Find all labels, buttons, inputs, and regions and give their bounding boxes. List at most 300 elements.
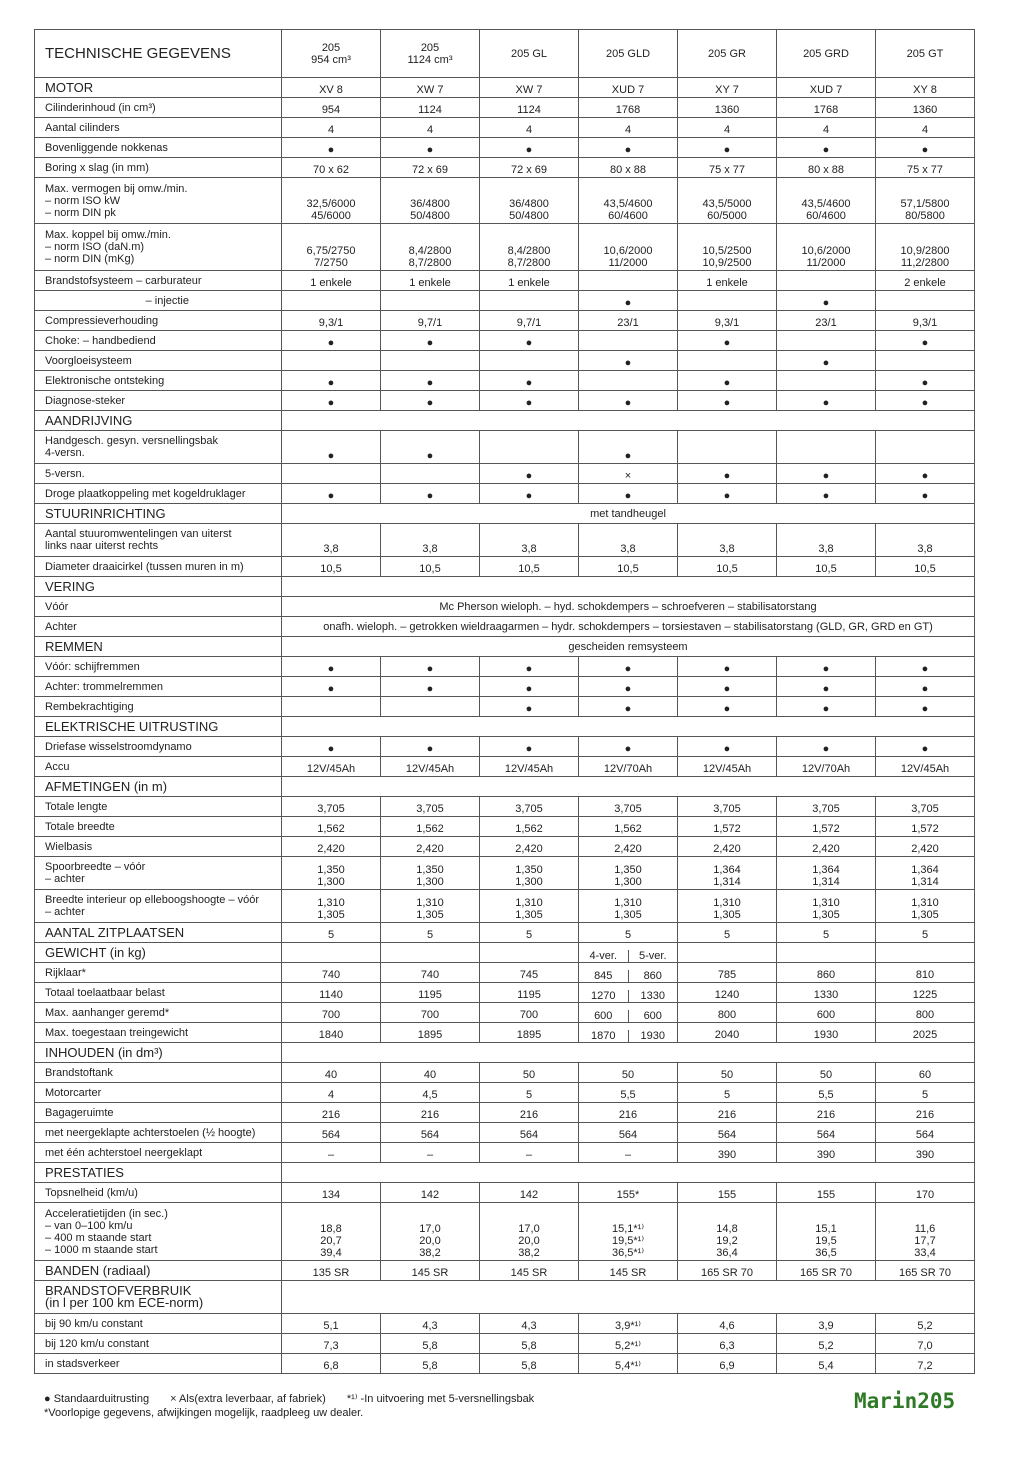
cell-value: 145 SR: [381, 1261, 480, 1281]
cell-value: 5,1: [282, 1314, 381, 1334]
row-label: Achter: trommelremmen: [35, 677, 282, 697]
cell-value: 50: [777, 1063, 876, 1083]
cell-value: 2,420: [876, 837, 975, 857]
cell-value: 600: [628, 1010, 678, 1022]
cell-value: 43,5/4600 60/4600: [777, 178, 876, 224]
cell-value: [381, 697, 480, 717]
standard-dot: ●: [678, 331, 777, 351]
cell-value: 23/1: [777, 311, 876, 331]
cell-value: 170: [876, 1183, 975, 1203]
cell-value: 845: [594, 970, 613, 982]
cell-value: 564: [480, 1123, 579, 1143]
cell-value: 1,364 1,314: [678, 857, 777, 890]
cell-value: 390: [678, 1143, 777, 1163]
row-label: Bagageruimte: [35, 1103, 282, 1123]
cell-value: 7,0: [876, 1334, 975, 1354]
section-row: [35, 923, 975, 943]
standard-dot: ●: [282, 371, 381, 391]
cell-value: 564: [579, 1123, 678, 1143]
standard-dot: ●: [579, 697, 678, 717]
cell-value: 1,310 1,305: [876, 890, 975, 923]
cell-value: 1,310 1,305: [678, 890, 777, 923]
model-header: 205 GT: [876, 30, 975, 78]
standard-dot: ●: [480, 657, 579, 677]
cell-value: 18,8 20,7 39,4: [282, 1203, 381, 1261]
standard-dot: ●: [678, 697, 777, 717]
cell-split: [579, 1023, 678, 1043]
cell-value: [876, 431, 975, 464]
row-label: Max. vermogen bij omw./min. – norm ISO kW – norm DIN pk: [35, 178, 282, 224]
cell-value: 12V/45Ah: [480, 757, 579, 777]
row-label: 5-versn.: [35, 464, 282, 484]
cell-value: 1 enkele: [282, 271, 381, 291]
row-label: Acceleratietijden (in sec.) – van 0–100 km/u – 400 m staande start – 1000 m staande start: [35, 1203, 282, 1261]
cell-value: 43,5/5000 60/5000: [678, 178, 777, 224]
cell-value: 1,350 1,300: [282, 857, 381, 890]
row-label: Cilinderinhoud (in cm³): [35, 98, 282, 118]
cell-value: 14,8 19,2 36,4: [678, 1203, 777, 1261]
table-row: [35, 557, 975, 577]
standard-dot: ●: [282, 737, 381, 757]
row-label: – injectie: [35, 291, 282, 311]
cell-value: [678, 431, 777, 464]
cell-value: 3,8: [282, 524, 381, 557]
cell-value: 72 x 69: [480, 158, 579, 178]
table-row: [35, 1143, 975, 1163]
watermark: Marin205: [854, 1389, 956, 1413]
cell-value: 142: [480, 1183, 579, 1203]
cell-value: 5: [678, 923, 777, 943]
cell-value: [579, 331, 678, 351]
standard-dot: ●: [579, 391, 678, 411]
cell-value: 5,2*¹⁾: [579, 1334, 678, 1354]
cell-value: 6,75/2750 7/2750: [282, 224, 381, 271]
cell-value: 12V/45Ah: [678, 757, 777, 777]
cell-value: 860: [628, 970, 678, 982]
cell-value: 2,420: [282, 837, 381, 857]
table-row: [35, 890, 975, 923]
section-row: [35, 637, 975, 657]
cell-value: 1195: [381, 983, 480, 1003]
table-row: [35, 817, 975, 837]
cell-value: 800: [876, 1003, 975, 1023]
cell-value: –: [579, 1143, 678, 1163]
standard-dot: ●: [777, 737, 876, 757]
cell-value: 1 enkele: [381, 271, 480, 291]
standard-dot: ●: [876, 484, 975, 504]
cell-value: [777, 271, 876, 291]
table-row: [35, 857, 975, 890]
row-shared-value: [282, 777, 975, 797]
standard-dot: ●: [876, 391, 975, 411]
standard-dot: ●: [876, 737, 975, 757]
cell-value: [876, 351, 975, 371]
section-label: ELEKTRISCHE UITRUSTING: [35, 717, 282, 737]
model-header: 205 GRD: [777, 30, 876, 78]
standard-dot: ●: [678, 737, 777, 757]
cell-value: 3,8: [381, 524, 480, 557]
cell-value: 1768: [777, 98, 876, 118]
cell-value: 1,310 1,305: [381, 890, 480, 923]
row-label: met neergeklapte achterstoelen (½ hoogte): [35, 1123, 282, 1143]
cell-value: 155: [777, 1183, 876, 1203]
cell-value: 3,8: [876, 524, 975, 557]
row-label: Handgesch. gesyn. versnellingsbak 4-versn.: [35, 431, 282, 464]
cell-value: 216: [876, 1103, 975, 1123]
cell-value: 564: [777, 1123, 876, 1143]
cell-value: 390: [777, 1143, 876, 1163]
standard-dot: ●: [381, 677, 480, 697]
section-label: REMMEN: [35, 637, 282, 657]
cell-value: 216: [579, 1103, 678, 1123]
row-label: Spoorbreedte – vóór – achter: [35, 857, 282, 890]
row-label: Voorgloeisysteem: [35, 351, 282, 371]
table-row: [35, 178, 975, 224]
cell-value: 600: [594, 1010, 613, 1022]
cell-value: 8,4/2800 8,7/2800: [381, 224, 480, 271]
cell-value: 700: [282, 1003, 381, 1023]
row-label: Breedte interieur op elleboogshoogte – vóór – achter: [35, 890, 282, 923]
cell-value: 564: [381, 1123, 480, 1143]
table-row: [35, 657, 975, 677]
cell-value: 5: [480, 923, 579, 943]
cell-value: [282, 697, 381, 717]
cell-value: 15,1*¹⁾ 19,5*¹⁾ 36,5*¹⁾: [579, 1203, 678, 1261]
standard-dot: ●: [876, 697, 975, 717]
cell-value: [777, 331, 876, 351]
cell-value: 3,8: [678, 524, 777, 557]
cell-value: 1140: [282, 983, 381, 1003]
standard-dot: ●: [678, 657, 777, 677]
row-label: Brandstofsysteem – carburateur: [35, 271, 282, 291]
cell-value: 216: [678, 1103, 777, 1123]
cell-value: [777, 943, 876, 963]
standard-dot: ●: [579, 351, 678, 371]
cell-value: 57,1/5800 80/5800: [876, 178, 975, 224]
section-row: [35, 943, 975, 963]
cell-value: [579, 271, 678, 291]
cell-value: 10,5: [777, 557, 876, 577]
cell-value: 1360: [876, 98, 975, 118]
cell-value: 10,9/2800 11,2/2800: [876, 224, 975, 271]
cell-value: 36/4800 50/4800: [381, 178, 480, 224]
cell-value: 1930: [777, 1023, 876, 1043]
cell-value: 9,7/1: [381, 311, 480, 331]
standard-dot: ●: [381, 737, 480, 757]
cell-value: 1840: [282, 1023, 381, 1043]
cell-split: [579, 1003, 678, 1023]
table-row: [35, 224, 975, 271]
cell-value: 8,4/2800 8,7/2800: [480, 224, 579, 271]
standard-dot: ●: [678, 464, 777, 484]
cell-value: [282, 464, 381, 484]
cell-value: 1,572: [876, 817, 975, 837]
table-title: TECHNISCHE GEGEVENS: [35, 30, 282, 78]
cell-value: XV 8: [282, 78, 381, 98]
model-header: 205 GL: [480, 30, 579, 78]
cell-value: 4: [381, 118, 480, 138]
cell-value: [480, 943, 579, 963]
standard-dot: ●: [480, 697, 579, 717]
cell-value: [678, 351, 777, 371]
cell-value: 1,350 1,300: [480, 857, 579, 890]
row-shared-value: [282, 717, 975, 737]
cell-value: [876, 291, 975, 311]
cell-value: 4: [876, 118, 975, 138]
section-label: VERING: [35, 577, 282, 597]
cell-value: 1,310 1,305: [480, 890, 579, 923]
row-label: Driefase wisselstroomdynamo: [35, 737, 282, 757]
cell-value: –: [381, 1143, 480, 1163]
row-label: Boring x slag (in mm): [35, 158, 282, 178]
cell-value: 43,5/4600 60/4600: [579, 178, 678, 224]
cell-value: [381, 291, 480, 311]
standard-dot: ●: [480, 677, 579, 697]
cell-value: 17,0 20,0 38,2: [381, 1203, 480, 1261]
table-row: [35, 138, 975, 158]
row-label: Vóór: schijfremmen: [35, 657, 282, 677]
standard-dot: ●: [282, 677, 381, 697]
cell-value: 1124: [381, 98, 480, 118]
cell-value: 1,350 1,300: [381, 857, 480, 890]
row-label: Max. aanhanger geremd*: [35, 1003, 282, 1023]
standard-dot: ●: [480, 464, 579, 484]
row-shared-value: [282, 577, 975, 597]
standard-dot: ●: [480, 484, 579, 504]
cell-value: 9,3/1: [678, 311, 777, 331]
section-row: [35, 717, 975, 737]
table-row: [35, 371, 975, 391]
standard-dot: ●: [579, 677, 678, 697]
table-row: [35, 464, 975, 484]
cell-value: 10,5: [678, 557, 777, 577]
cell-value: [480, 431, 579, 464]
cell-value: 2,420: [678, 837, 777, 857]
row-label: Totale breedte: [35, 817, 282, 837]
standard-dot: ●: [579, 431, 678, 464]
cell-value: 2 enkele: [876, 271, 975, 291]
cell-value: 5,2: [777, 1334, 876, 1354]
table-row: [35, 1123, 975, 1143]
cell-value: 4: [579, 118, 678, 138]
cell-value: 1,310 1,305: [579, 890, 678, 923]
standard-dot: ●: [678, 391, 777, 411]
cell-value: 4,3: [480, 1314, 579, 1334]
cell-value: XUD 7: [777, 78, 876, 98]
cell-value: 1 enkele: [678, 271, 777, 291]
cell-value: 2025: [876, 1023, 975, 1043]
row-label: Max. koppel bij omw./min. – norm ISO (daN.m) – norm DIN (mKg): [35, 224, 282, 271]
cell-value: 4: [480, 118, 579, 138]
table-row: [35, 291, 975, 311]
cell-value: 32,5/6000 45/6000: [282, 178, 381, 224]
cell-value: 954: [282, 98, 381, 118]
standard-dot: ●: [579, 657, 678, 677]
cell-value: 2,420: [381, 837, 480, 857]
cell-value: 2,420: [777, 837, 876, 857]
cell-value: [579, 371, 678, 391]
standard-dot: ●: [381, 138, 480, 158]
standard-dot: ●: [282, 431, 381, 464]
cell-value: 3,705: [282, 797, 381, 817]
section-label: PRESTATIES: [35, 1163, 282, 1183]
cell-value: 3,9: [777, 1314, 876, 1334]
cell-value: 745: [480, 963, 579, 983]
cell-value: ×: [579, 464, 678, 484]
cell-value: 5-ver.: [628, 950, 678, 962]
cell-value: 155*: [579, 1183, 678, 1203]
standard-dot: ●: [777, 391, 876, 411]
cell-value: 4,6: [678, 1314, 777, 1334]
cell-split: [579, 943, 678, 963]
cell-value: 1,350 1,300: [579, 857, 678, 890]
section-row: [35, 504, 975, 524]
cell-value: 7,3: [282, 1334, 381, 1354]
standard-dot: ●: [777, 464, 876, 484]
cell-value: 1,562: [579, 817, 678, 837]
cell-value: 4,3: [381, 1314, 480, 1334]
cell-value: 165 SR 70: [876, 1261, 975, 1281]
cell-value: 564: [678, 1123, 777, 1143]
cell-value: 134: [282, 1183, 381, 1203]
row-label: bij 120 km/u constant: [35, 1334, 282, 1354]
cell-value: 50: [678, 1063, 777, 1083]
table-row: [35, 391, 975, 411]
cell-value: 5: [579, 923, 678, 943]
cell-value: 4: [282, 118, 381, 138]
cell-value: 2,420: [579, 837, 678, 857]
spec-table: [34, 29, 975, 1374]
row-label: Bovenliggende nokkenas: [35, 138, 282, 158]
cell-value: 9,3/1: [876, 311, 975, 331]
table-row: [35, 351, 975, 371]
section-label: AFMETINGEN (in m): [35, 777, 282, 797]
cell-value: 36/4800 50/4800: [480, 178, 579, 224]
cell-value: –: [480, 1143, 579, 1163]
table-row: [35, 1083, 975, 1103]
cell-value: 12V/45Ah: [381, 757, 480, 777]
section-label: MOTOR: [35, 78, 282, 98]
row-label: Diagnose-steker: [35, 391, 282, 411]
row-label: met één achterstoel neergeklapt: [35, 1143, 282, 1163]
row-label: Brandstoftank: [35, 1063, 282, 1083]
cell-value: 5,2: [876, 1314, 975, 1334]
standard-dot: ●: [678, 138, 777, 158]
cell-value: 135 SR: [282, 1261, 381, 1281]
cell-value: 3,8: [480, 524, 579, 557]
cell-value: XUD 7: [579, 78, 678, 98]
legend-optional: × Als(extra leverbaar, af fabriek): [170, 1393, 326, 1405]
table-row: [35, 158, 975, 178]
section-row: [35, 411, 975, 431]
cell-value: 700: [381, 1003, 480, 1023]
row-label: Aantal cilinders: [35, 118, 282, 138]
legend-five-speed: *¹⁾ -In uitvoering met 5-versnellingsbak: [346, 1393, 535, 1405]
cell-value: 40: [282, 1063, 381, 1083]
table-row: [35, 737, 975, 757]
table-row: [35, 983, 975, 1003]
cell-value: [282, 291, 381, 311]
table-row: [35, 98, 975, 118]
cell-value: 5: [381, 923, 480, 943]
cell-value: 1225: [876, 983, 975, 1003]
standard-dot: ●: [282, 391, 381, 411]
table-row: [35, 1183, 975, 1203]
table-row: [35, 597, 975, 617]
table-row: [35, 1103, 975, 1123]
cell-value: [777, 371, 876, 391]
cell-value: 564: [282, 1123, 381, 1143]
legend: [44, 1392, 552, 1420]
cell-value: XW 7: [480, 78, 579, 98]
table-row: [35, 1003, 975, 1023]
table-row: [35, 837, 975, 857]
table-row: [35, 1203, 975, 1261]
cell-value: 1,310 1,305: [777, 890, 876, 923]
cell-value: 70 x 62: [282, 158, 381, 178]
cell-value: 216: [777, 1103, 876, 1123]
row-shared-value: [282, 1043, 975, 1063]
cell-value: 5: [777, 923, 876, 943]
cell-value: 2040: [678, 1023, 777, 1043]
legend-standard: ● Standaarduitrusting: [44, 1393, 150, 1405]
model-header: 205 GLD: [579, 30, 678, 78]
cell-value: 3,8: [579, 524, 678, 557]
cell-value: 6,3: [678, 1334, 777, 1354]
standard-dot: ●: [480, 737, 579, 757]
cell-value: 1240: [678, 983, 777, 1003]
cell-value: 4: [777, 118, 876, 138]
row-shared-value: gescheiden remsysteem: [282, 637, 975, 657]
cell-value: 40: [381, 1063, 480, 1083]
cell-value: 600: [777, 1003, 876, 1023]
cell-value: –: [282, 1143, 381, 1163]
section-label: BRANDSTOFVERBRUIK (in l per 100 km ECE-norm): [35, 1281, 282, 1314]
standard-dot: ●: [876, 464, 975, 484]
cell-value: [480, 351, 579, 371]
cell-value: 390: [876, 1143, 975, 1163]
cell-value: 1 enkele: [480, 271, 579, 291]
standard-dot: ●: [777, 291, 876, 311]
cell-value: 5: [876, 923, 975, 943]
standard-dot: ●: [678, 677, 777, 697]
cell-value: 75 x 77: [678, 158, 777, 178]
cell-value: [480, 291, 579, 311]
cell-value: 3,9*¹⁾: [579, 1314, 678, 1334]
cell-value: XY 8: [876, 78, 975, 98]
row-label: Totaal toelaatbaar belast: [35, 983, 282, 1003]
cell-value: 3,8: [777, 524, 876, 557]
cell-value: 564: [876, 1123, 975, 1143]
standard-dot: ●: [381, 484, 480, 504]
cell-value: 1124: [480, 98, 579, 118]
cell-value: 1895: [381, 1023, 480, 1043]
cell-value: 1,572: [777, 817, 876, 837]
table-row: [35, 524, 975, 557]
section-row: [35, 1163, 975, 1183]
table-row: [35, 1063, 975, 1083]
section-label: AANTAL ZITPLAATSEN: [35, 923, 282, 943]
cell-value: 6,9: [678, 1354, 777, 1374]
section-label: AANDRIJVING: [35, 411, 282, 431]
cell-value: 216: [480, 1103, 579, 1123]
cell-value: [777, 431, 876, 464]
cell-value: 23/1: [579, 311, 678, 331]
standard-dot: ●: [381, 331, 480, 351]
row-label: Vóór: [35, 597, 282, 617]
cell-value: 1,562: [282, 817, 381, 837]
cell-value: 10,5: [381, 557, 480, 577]
